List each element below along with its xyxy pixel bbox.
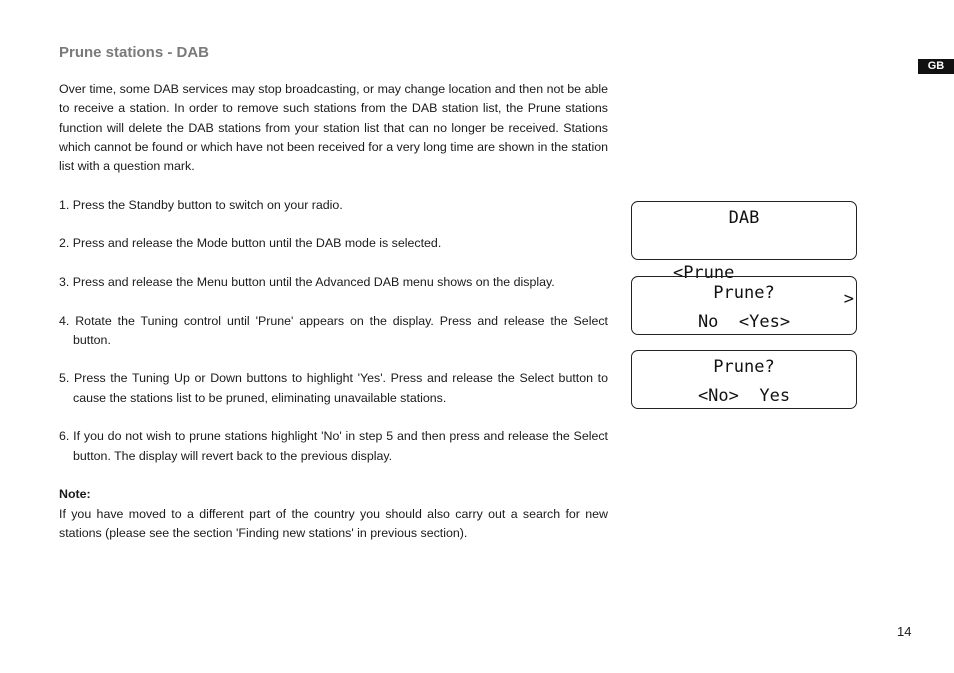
lcd-line-2: No <Yes> <box>697 312 791 332</box>
step-4: 4. Rotate the Tuning control until 'Prune' appears on the display. Press and release the Select button. <box>59 313 608 347</box>
step-5: 5. Press the Tuning Up or Down buttons to highlight 'Yes'. Press and release the Select button to cause the stations list to be pruned, eliminating unavailable stations. <box>59 371 608 405</box>
lcd-line-2-right: > <box>843 289 854 309</box>
step-2: 2. Press and release the Mode button until the DAB mode is selected. <box>59 236 442 251</box>
section-heading: Prune stations - DAB <box>59 44 210 61</box>
step-3: 3. Press and release the Menu button until the Advanced DAB menu shows on the display. <box>59 274 555 289</box>
step-1: 1. Press the Standby button to switch on your radio. <box>59 197 343 212</box>
body-text <box>59 80 608 543</box>
language-tab: GB <box>918 59 954 74</box>
step-6: 6. If you do not wish to prune stations highlight 'No' in step 5 and then press and release the Select button. The display will revert back to the previous display. <box>59 429 608 463</box>
lcd-line-1: Prune? <box>713 357 775 377</box>
note-text: If you have moved to a different part of the country you should also carry out a search for new stations (please see the section 'Finding new stations' in previous section). <box>59 506 608 540</box>
lcd-line-1: Prune? <box>713 283 775 303</box>
note-title: Note: <box>59 487 91 502</box>
page-number: 14 <box>897 624 912 639</box>
lcd-line-2-left: <Prune <box>672 263 735 283</box>
intro-paragraph: Over time, some DAB services may stop broadcasting, or may change location and then not be able to receive a station. In order to remove such stations from the DAB station list, the Prune stations function will delete the DAB stations from your station list that can no longer be received. Stations which cannot be found or which have not been received for a very long time are shown in the station list with a question mark. <box>59 82 608 174</box>
lcd-line-2: <No> Yes <box>697 386 791 406</box>
lcd-line-2 <box>632 234 856 309</box>
lcd-display-dab-prune <box>631 201 857 309</box>
lcd-line-1: DAB <box>728 208 760 228</box>
lcd-display-prune-no <box>631 350 857 409</box>
lcd-display-prune-yes <box>631 276 857 335</box>
